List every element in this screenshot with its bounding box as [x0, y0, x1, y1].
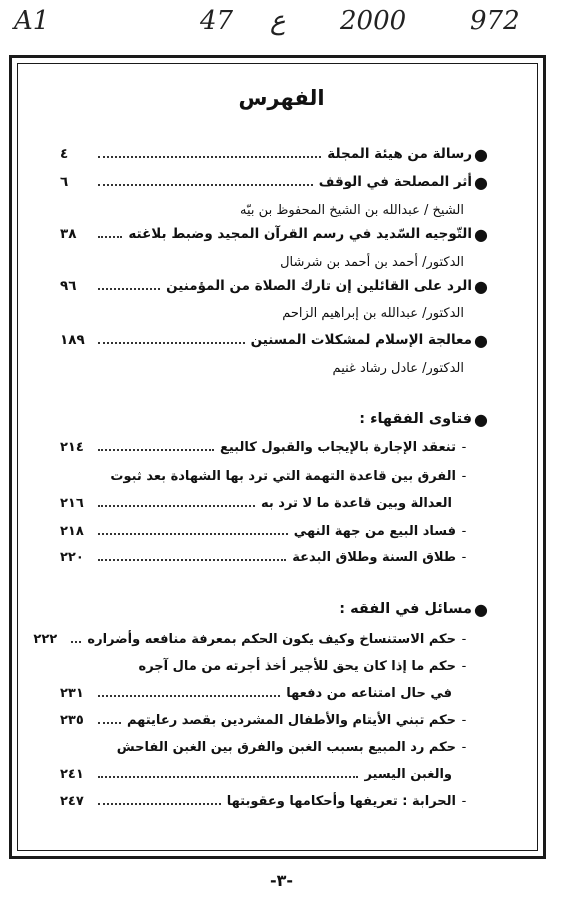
entry-title: الحرابة : تعريفها وأحكامها وعقوبتها [226, 793, 456, 809]
dot-leader [98, 449, 214, 451]
toc-entry[interactable] [60, 143, 490, 165]
entry-page: ٢٣٥ [60, 712, 84, 728]
page-title: الفهرس [238, 86, 325, 110]
entry-title: حكم ما إذا كان يحق للأجير أخذ أجرته من مال آجره [138, 658, 456, 674]
dot-leader [98, 776, 358, 778]
toc-subentry[interactable] [60, 709, 472, 731]
entry-page: ٢١٤ [60, 439, 84, 455]
dash-icon: - [461, 712, 467, 728]
entry-page: ٢١٨ [60, 523, 84, 539]
dot-leader [98, 342, 245, 344]
dot-leader [98, 505, 255, 507]
entry-page: ٣٨ [60, 226, 77, 242]
page-number: -٣- [269, 871, 294, 890]
toc-entry[interactable] [60, 275, 490, 297]
entry-page: ٢٤١ [60, 766, 84, 782]
bullet-icon: ● [474, 172, 488, 192]
entry-title: رسالة من هيئة المجلة [327, 146, 472, 162]
bullet-icon: ● [474, 330, 488, 350]
entry-page: ٢٢٢ [33, 631, 58, 647]
toc-subentry[interactable] [60, 520, 472, 542]
entry-title-continued: العدالة وبين قاعدة ما لا ترد به [260, 495, 452, 511]
handwritten-year: 2000 [340, 6, 407, 36]
entry-author: الشيخ / عبدالله بن الشيخ المحفوظ بن بيّه [240, 203, 464, 218]
toc-subentry[interactable] [60, 790, 472, 812]
dash-icon: - [461, 523, 467, 539]
toc-subentry-continuation[interactable] [60, 492, 452, 514]
entry-title: حكم رد المبيع بسبب الغبن والفرق بين الغبن الفاحش [116, 739, 456, 755]
entry-title: طلاق السنة وطلاق البدعة [292, 549, 456, 565]
bullet-icon: ● [474, 144, 488, 164]
dash-icon: - [461, 793, 467, 809]
dash-icon: - [461, 468, 467, 484]
entry-page: ٤ [60, 146, 69, 162]
entry-page: ٢١٦ [60, 495, 84, 511]
entry-title: فساد البيع من جهة النهي [293, 523, 456, 539]
entry-title: أثر المصلحة في الوقف [318, 174, 472, 190]
entry-title: تنعقد الإجارة بالإيجاب والقبول كالبيع [219, 439, 456, 455]
bullet-icon: ● [474, 224, 488, 244]
toc-subentry[interactable] [60, 465, 472, 487]
dot-leader [98, 803, 221, 805]
dot-leader [98, 184, 313, 186]
dot-leader [98, 533, 288, 535]
bullet-icon: ● [474, 599, 488, 619]
dot-leader [98, 695, 280, 697]
toc-subentry-continuation[interactable] [60, 763, 452, 785]
toc-subentry[interactable] [60, 436, 472, 458]
dot-leader [71, 641, 81, 643]
toc-subentry[interactable] [33, 628, 472, 650]
dot-leader [98, 236, 122, 238]
entry-author: الدكتور/ أحمد بن أحمد بن شرشال [280, 255, 464, 270]
entry-title: التّوجيه السّديد في رسم القرآن المجيد وضبط بلاغته [128, 226, 472, 242]
entry-title: الفرق بين قاعدة التهمة التي ترد بها الشهادة بعد ثبوت [110, 468, 456, 484]
entry-title: الرد على القائلين إن تارك الصلاة من المؤمنين [166, 278, 472, 294]
toc-subentry[interactable] [60, 546, 472, 568]
toc-entry[interactable] [60, 223, 490, 245]
entry-title-continued: والغبن اليسير [364, 766, 452, 782]
entry-title: حكم تبني الأيتام والأطفال المشردين بقصد رعايتهم [126, 712, 456, 728]
entry-page: ١٨٩ [60, 332, 85, 348]
dot-leader [98, 559, 286, 561]
section-title: فتاوى الفقهاء : [359, 411, 472, 427]
dash-icon: - [461, 549, 467, 565]
toc-entry[interactable] [60, 171, 490, 193]
section-title: مسائل في الفقه : [339, 601, 472, 617]
dash-icon: - [461, 739, 467, 755]
entry-page: ٢٣١ [60, 685, 84, 701]
handwritten-letter: ع [270, 6, 286, 36]
entry-page: ٩٦ [60, 278, 77, 294]
entry-page: ٢٤٧ [60, 793, 84, 809]
dot-leader [98, 156, 321, 158]
handwritten-issue-number: 47 [200, 6, 234, 36]
toc-subentry-continuation[interactable] [60, 682, 452, 704]
entry-page: ٦ [60, 174, 69, 190]
entry-author: الدكتور/ عادل رشاد غنيم [332, 361, 464, 376]
toc-subentry[interactable] [60, 655, 472, 677]
toc-entry[interactable] [60, 329, 490, 351]
entry-title: حكم الاستنساخ وكيف يكون الحكم بمعرفة منافعه وأضراره [87, 631, 456, 647]
entry-title-continued: في حال امتناعه من دفعها [286, 685, 452, 701]
handwritten-number: 972 [470, 6, 520, 36]
bullet-icon: ● [474, 276, 488, 296]
dash-icon: - [461, 439, 467, 455]
toc-subentry[interactable] [60, 736, 472, 758]
handwritten-code: A1 [14, 6, 50, 36]
entry-title: معالجة الإسلام لمشكلات المسنين [250, 332, 472, 348]
dash-icon: - [461, 658, 467, 674]
entry-page: ٢٢٠ [60, 549, 84, 565]
dash-icon: - [461, 631, 467, 647]
dot-leader [98, 722, 121, 724]
bullet-icon: ● [474, 409, 488, 429]
section-heading-fatawa [60, 407, 490, 431]
entry-author: الدكتور/ عبدالله بن إبراهيم الزاحم [282, 306, 464, 321]
section-heading-masail [60, 597, 490, 621]
dot-leader [98, 288, 160, 290]
